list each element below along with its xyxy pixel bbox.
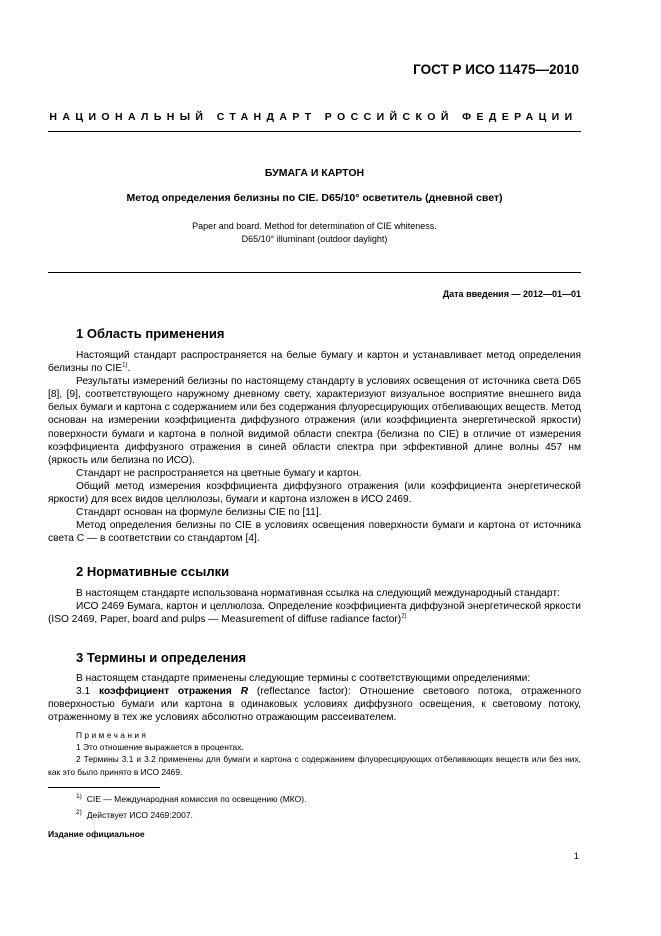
title-divider bbox=[48, 272, 581, 273]
section-3-body bbox=[48, 672, 581, 724]
note-1: 1 Это отношение выражается в процентах. bbox=[76, 742, 244, 753]
footnote-mark: 1) bbox=[76, 793, 82, 800]
footnote-text: Действует ИСО 2469:2007. bbox=[86, 809, 193, 820]
paragraph bbox=[48, 600, 581, 626]
footnotes bbox=[76, 790, 306, 822]
footnote-divider bbox=[48, 787, 160, 788]
footnote-ref: 1) bbox=[122, 362, 128, 369]
term-text: (reflectance factor): Отношение светового потока, отраженного поверхностью бумаги или картона в одинаковых условиях диффузного освещения, к световому потоку, отраженному в тех же условиях абсолютно отражающим рассеивателем. bbox=[48, 686, 582, 724]
paragraph: Общий метод измерения коэффициента диффузного отражения (или коэффициента энергетической яркости) для всех видов целлюлозы, бумаги и картона изложен в ИСО 2469. bbox=[48, 480, 581, 506]
term-definition bbox=[48, 685, 581, 724]
paragraph: Метод определения белизны по CIE в условиях освещения поверхности бумаги и картона от источника света С — в соответствии со стандартом [4]. bbox=[48, 520, 581, 545]
note-2: 2 Термины 3.1 и 3.2 применены для бумаги и картона с содержанием флуоресцирующих отбеливающих веществ или без них, как это было принято в ИСО 2469. bbox=[48, 754, 581, 777]
paragraph bbox=[48, 349, 581, 375]
paragraph: В настоящем стандарте использована нормативная ссылка на следующий международный стандарт: bbox=[76, 588, 560, 599]
paragraph: Стандарт основан на формуле белизны CIE по [11]. bbox=[76, 507, 322, 519]
paragraph: Результаты измерений белизны по настоящему стандарту в условиях освещения от источника света D65 [8], [9], соответствующего наружному дневному свету, характеризуют визуальное восприятие внешнего вида белых бумаги и картона с содержанием или без содержания флуоресцирующих отбеливающих веществ. Метод основан на измерении коэффициента диффузного отражения (или коэффициента энергетической яркости) поверхности бумаги и картона в полной видимой области спектра (белизна по CIE) в отличие от измерения коэффициента диффузного отражения в синей области спектра при эффективной длине волны 457 нм (яркость или белизна по ИСО). bbox=[48, 376, 581, 466]
english-title-line-1: Paper and board. Method for determination of CIE whiteness. bbox=[192, 221, 437, 231]
header-divider bbox=[48, 131, 581, 132]
section-2-heading: 2 Нормативные ссылки bbox=[76, 564, 230, 579]
term-number: 3.1 bbox=[76, 686, 91, 698]
section-2-body bbox=[48, 587, 581, 626]
standard-banner: НАЦИОНАЛЬНЫЙ СТАНДАРТ РОССИЙСКОЙ ФЕДЕРАЦИИ bbox=[49, 111, 578, 123]
english-title-line-2: D65/10° illuminant (outdoor daylight) bbox=[241, 234, 388, 244]
english-title bbox=[48, 220, 581, 246]
page-number: 1 bbox=[573, 851, 579, 862]
section-1-heading: 1 Область применения bbox=[76, 326, 225, 341]
paragraph-end: . bbox=[127, 363, 131, 375]
notes-title: Примечания bbox=[76, 730, 149, 740]
document-code: ГОСТ Р ИСО 11475—2010 bbox=[413, 62, 579, 77]
introduction-date: Дата введения — 2012—01—01 bbox=[442, 289, 581, 299]
footnote-1 bbox=[76, 790, 306, 806]
notes-block bbox=[48, 729, 581, 778]
section-1-body bbox=[48, 349, 581, 545]
footnote-mark: 2) bbox=[76, 809, 82, 817]
paragraph: В настоящем стандарте применены следующие термины с соответствующими определениями: bbox=[76, 673, 531, 684]
footnote-text: CIE — Международная комиссия по освещению (МКО). bbox=[86, 793, 307, 804]
paragraph: Стандарт не распространяется на цветные бумагу и картон. bbox=[76, 467, 362, 479]
reference-text: ИСО 2469 Бумага, картон и целлюлоза. Определение коэффициента диффузной энергетической яркости (ISO 2469, Paper, board and pulps — Measurement of diffuse radiance factor) bbox=[48, 601, 581, 626]
footnote-ref: 2) bbox=[401, 613, 407, 620]
paragraph-text: Настоящий стандарт распространяется на белые бумагу и картон и устанавливает метод определения белизны по CIE bbox=[48, 350, 581, 375]
document-title: БУМАГА И КАРТОН bbox=[264, 167, 365, 179]
edition-label: Издание официальное bbox=[48, 829, 145, 839]
document-subtitle: Метод определения белизны по CIE. D65/10° осветитель (дневной свет) bbox=[126, 192, 503, 204]
section-3-heading: 3 Термины и определения bbox=[76, 650, 247, 665]
term-symbol: R bbox=[240, 686, 249, 698]
term-name: коэффициент отражения bbox=[99, 686, 232, 698]
footnote-2 bbox=[76, 806, 306, 822]
